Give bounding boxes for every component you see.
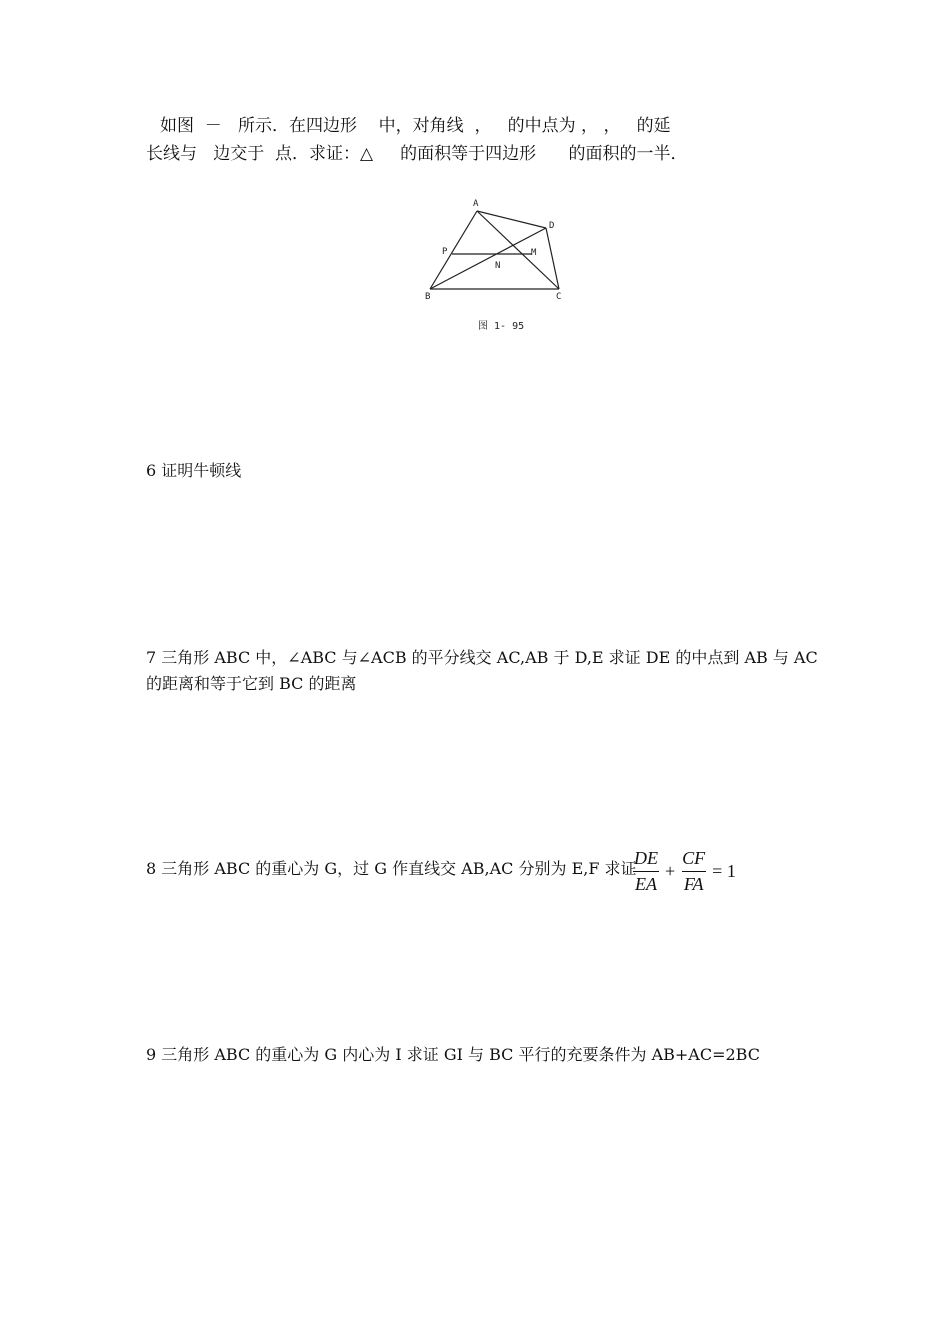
problem8-text: 8 三角形 ABC 的重心为 G，过 G 作直线交 AB,AC 分别为 E,F 求证 — [146, 859, 637, 878]
problem5-line2: 长线与 边交于 点．求证：△ 的面积等于四边形 的面积的一半． — [146, 144, 688, 164]
edge-da — [477, 211, 546, 228]
problem8-equation — [632, 846, 741, 896]
fraction-de-ea — [632, 848, 660, 895]
diagonal-bd — [430, 228, 546, 289]
label-n: N — [495, 261, 501, 271]
label-b: B — [425, 292, 431, 302]
problem6-text: 6 证明牛顿线 — [146, 461, 242, 480]
problem5-line1: 如图 － 所示．在四边形 中，对角线 ， 的中点为 ， ， 的延 — [160, 116, 671, 136]
edge-cd — [546, 228, 559, 289]
equals-one: = 1 — [712, 860, 736, 881]
fraction-numerator: DE — [634, 847, 658, 868]
figure-caption: 图 1- 95 — [478, 321, 525, 332]
quadrilateral-figure — [418, 192, 578, 342]
problem7-line2: 的距离和等于它到 BC 的距离 — [146, 674, 357, 693]
problem7-line1: 7 三角形 ABC 中，∠ABC 与∠ACB 的平分线交 AC,AB 于 D,E 求证 DE 的中点到 AB 与 AC — [146, 648, 818, 667]
label-a: A — [473, 199, 479, 209]
fraction-denominator: FA — [682, 871, 706, 895]
label-c: C — [556, 292, 562, 302]
fraction-cf-fa — [680, 848, 707, 895]
diagonal-ac — [477, 211, 559, 289]
fraction-denominator: EA — [633, 871, 659, 895]
label-m: M — [531, 248, 537, 258]
label-d: D — [549, 221, 555, 231]
label-p: P — [442, 247, 448, 257]
plus-sign: + — [665, 860, 676, 881]
problem9-text: 9 三角形 ABC 的重心为 G 内心为 I 求证 GI 与 BC 平行的充要条件为 AB+AC=2BC — [146, 1045, 760, 1064]
fraction-numerator: CF — [682, 847, 706, 868]
